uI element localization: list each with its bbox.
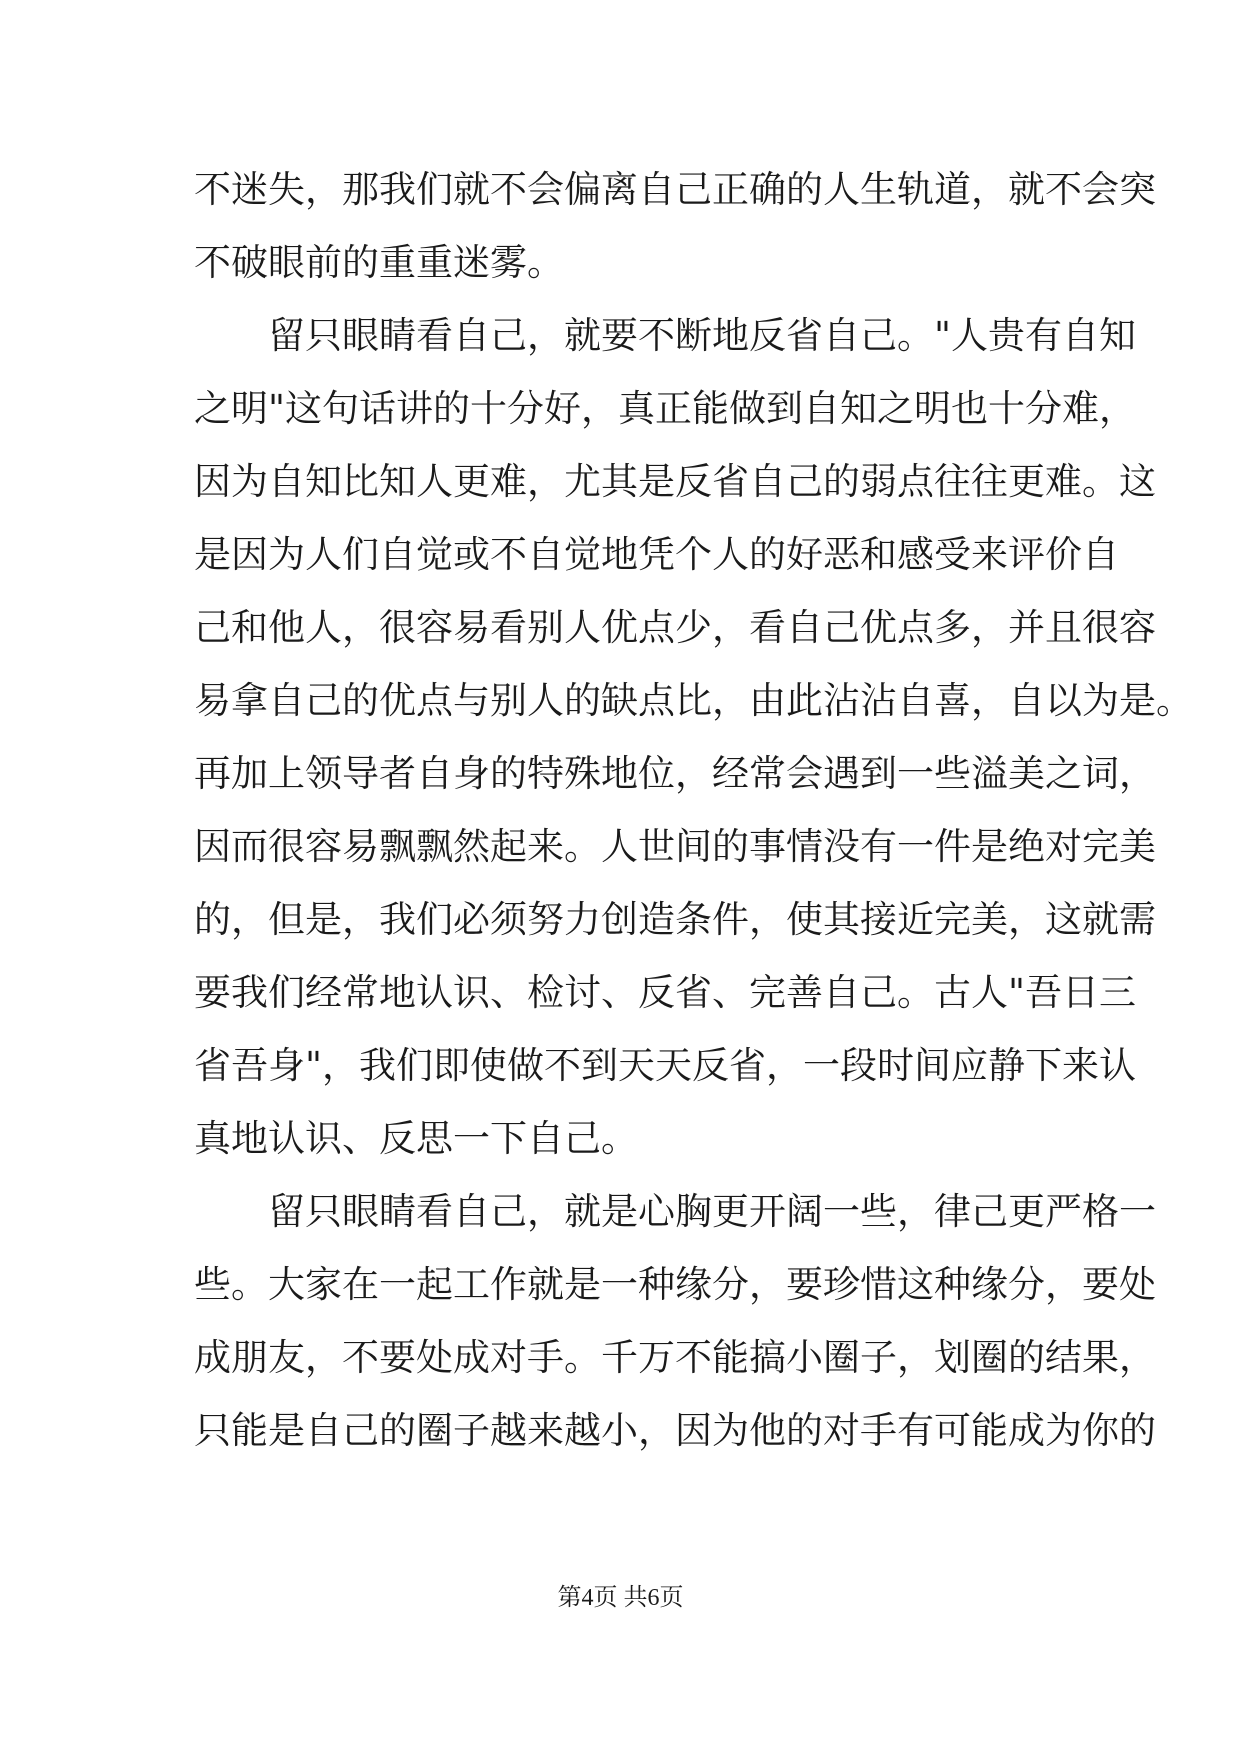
text-line: 只能是自己的圈子越来越小，因为他的对手有可能成为你的 (194, 1409, 1156, 1452)
text-line: 真地认识、反思一下自己。 (194, 1117, 638, 1160)
text-line: 不破眼前的重重迷雾。 (194, 241, 564, 284)
text-line: 因为自知比知人更难，尤其是反省自己的弱点往往更难。这 (194, 460, 1156, 503)
text-line: 省吾身"，我们即使做不到天天反省，一段时间应静下来认 (194, 1044, 1137, 1087)
paragraph-first-line: 留只眼睛看自己，就是心胸更开阔一些，律己更严格一 (268, 1190, 1156, 1233)
text-line: 不迷失，那我们就不会偏离自己正确的人生轨道，就不会突 (194, 168, 1156, 211)
text-line: 易拿自己的优点与别人的缺点比，由此沾沾自喜，自以为是。 (194, 679, 1193, 722)
text-line: 要我们经常地认识、检讨、反省、完善自己。古人"吾日三 (194, 971, 1137, 1014)
page-number: 第4页 共6页 (557, 1585, 684, 1611)
paragraph-first-line: 留只眼睛看自己，就要不断地反省自己。"人贵有自知 (268, 314, 1137, 357)
text-line: 的，但是，我们必须努力创造条件，使其接近完美，这就需 (194, 898, 1156, 941)
text-line: 些。大家在一起工作就是一种缘分，要珍惜这种缘分，要处 (194, 1263, 1156, 1306)
text-line: 之明"这句话讲的十分好，真正能做到自知之明也十分难， (194, 387, 1137, 430)
text-line: 成朋友，不要处成对手。千万不能搞小圈子，划圈的结果， (194, 1336, 1156, 1379)
text-line: 因而很容易飘飘然起来。人世间的事情没有一件是绝对完美 (194, 825, 1156, 868)
text-line: 是因为人们自觉或不自觉地凭个人的好恶和感受来评价自 (194, 533, 1119, 576)
text-line: 己和他人，很容易看别人优点少，看自己优点多，并且很容 (194, 606, 1156, 649)
text-line: 再加上领导者自身的特殊地位，经常会遇到一些溢美之词， (194, 752, 1156, 795)
